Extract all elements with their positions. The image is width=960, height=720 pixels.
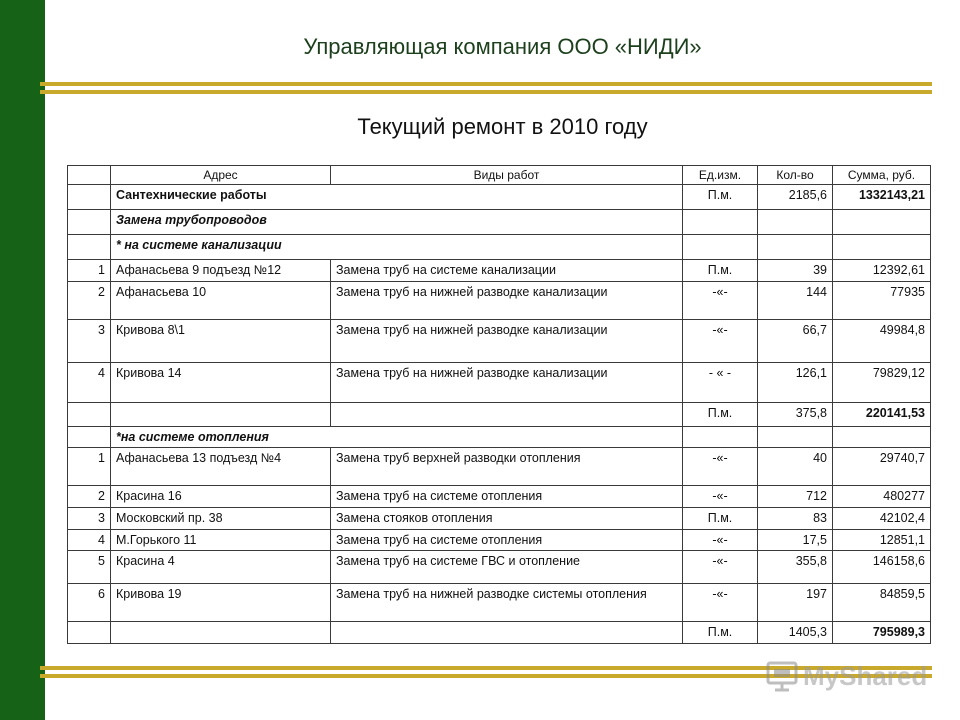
- subsection-label: Замена трубопроводов: [111, 210, 683, 235]
- row-sum: 84859,5: [833, 584, 931, 622]
- row-num: 2: [68, 486, 111, 508]
- row-unit: -«-: [683, 486, 758, 508]
- total-sum: 795989,3: [833, 622, 931, 644]
- row-work: Замена труб на нижней разводке канализации: [331, 282, 683, 320]
- row-qty: 66,7: [758, 320, 833, 363]
- row-unit: -«-: [683, 448, 758, 486]
- side-bar: [0, 0, 45, 720]
- total-qty: 375,8: [758, 403, 833, 427]
- row-address: Кривова 19: [111, 584, 331, 622]
- row-sum: 12392,61: [833, 260, 931, 282]
- row-qty: 197: [758, 584, 833, 622]
- row-unit: -«-: [683, 282, 758, 320]
- total-sum: 220141,53: [833, 403, 931, 427]
- subsection-row: [68, 210, 931, 235]
- row-num: 5: [68, 551, 111, 584]
- section-label: Сантехнические работы: [111, 185, 683, 210]
- row-work: Замена труб на системе отопления: [331, 486, 683, 508]
- row-unit: - « -: [683, 363, 758, 403]
- row-num: 1: [68, 260, 111, 282]
- group-total-row: [68, 622, 931, 644]
- row-num: 4: [68, 530, 111, 551]
- row-num: 6: [68, 584, 111, 622]
- row-sum: 12851,1: [833, 530, 931, 551]
- group-row: [68, 427, 931, 448]
- total-unit: П.м.: [683, 403, 758, 427]
- group-row: [68, 235, 931, 260]
- section-sum: 1332143,21: [833, 185, 931, 210]
- table-row: [68, 282, 931, 320]
- table-row: [68, 486, 931, 508]
- row-qty: 39: [758, 260, 833, 282]
- row-num: 3: [68, 508, 111, 530]
- row-qty: 40: [758, 448, 833, 486]
- row-address: М.Горького 11: [111, 530, 331, 551]
- row-num: 2: [68, 282, 111, 320]
- row-qty: 144: [758, 282, 833, 320]
- group-label-heating: *на системе отопления: [111, 427, 683, 448]
- row-num: 3: [68, 320, 111, 363]
- row-sum: 29740,7: [833, 448, 931, 486]
- section-unit: П.м.: [683, 185, 758, 210]
- row-work: Замена труб на нижней разводке канализации: [331, 363, 683, 403]
- col-header-sum: Сумма, руб.: [833, 166, 931, 185]
- col-header-work-type: Виды работ: [331, 166, 683, 185]
- header-divider: [40, 82, 932, 96]
- row-num: 4: [68, 363, 111, 403]
- page-title: Управляющая компания ООО «НИДИ»: [303, 34, 702, 59]
- row-sum: 480277: [833, 486, 931, 508]
- col-header-address: Адрес: [111, 166, 331, 185]
- table-row: [68, 530, 931, 551]
- row-qty: 355,8: [758, 551, 833, 584]
- table-row: [68, 508, 931, 530]
- row-address: Афанасьева 13 подъезд №4: [111, 448, 331, 486]
- row-qty: 83: [758, 508, 833, 530]
- table-row: [68, 260, 931, 282]
- section-qty: 2185,6: [758, 185, 833, 210]
- watermark: [765, 654, 935, 698]
- row-address: Красина 4: [111, 551, 331, 584]
- row-address: Афанасьева 9 подъезд №12: [111, 260, 331, 282]
- row-qty: 17,5: [758, 530, 833, 551]
- row-sum: 146158,6: [833, 551, 931, 584]
- row-address: Кривова 8\1: [111, 320, 331, 363]
- repair-table: [67, 165, 931, 644]
- row-qty: 126,1: [758, 363, 833, 403]
- col-header-unit: Ед.изм.: [683, 166, 758, 185]
- row-address: Афанасьева 10: [111, 282, 331, 320]
- row-work: Замена труб на нижней разводке канализации: [331, 320, 683, 363]
- row-work: Замена труб на системе отопления: [331, 530, 683, 551]
- row-unit: П.м.: [683, 260, 758, 282]
- table-row: [68, 448, 931, 486]
- row-unit: -«-: [683, 551, 758, 584]
- table-row: [68, 363, 931, 403]
- row-unit: -«-: [683, 320, 758, 363]
- row-work: Замена труб на системе канализации: [331, 260, 683, 282]
- table-header-row: [68, 166, 931, 185]
- presentation-icon: [765, 659, 799, 693]
- row-work: Замена труб на нижней разводке системы отопления: [331, 584, 683, 622]
- row-qty: 712: [758, 486, 833, 508]
- row-sum: 42102,4: [833, 508, 931, 530]
- page-subtitle: Текущий ремонт в 2010 году: [357, 114, 648, 139]
- row-work: Замена стояков отопления: [331, 508, 683, 530]
- row-unit: П.м.: [683, 508, 758, 530]
- row-sum: 49984,8: [833, 320, 931, 363]
- row-unit: -«-: [683, 530, 758, 551]
- group-total-row: [68, 403, 931, 427]
- table-row: [68, 320, 931, 363]
- watermark-text: MyShared: [803, 660, 928, 691]
- section-row: [68, 185, 931, 210]
- row-address: Красина 16: [111, 486, 331, 508]
- group-label-sewerage: * на системе канализации: [111, 235, 683, 260]
- row-sum: 79829,12: [833, 363, 931, 403]
- col-header-qty: Кол-во: [758, 166, 833, 185]
- row-address: Кривова 14: [111, 363, 331, 403]
- row-address: Московский пр. 38: [111, 508, 331, 530]
- row-work: Замена труб верхней разводки отопления: [331, 448, 683, 486]
- row-sum: 77935: [833, 282, 931, 320]
- table-row: [68, 584, 931, 622]
- total-qty: 1405,3: [758, 622, 833, 644]
- col-header-num: [68, 166, 111, 185]
- row-num: 1: [68, 448, 111, 486]
- total-unit: П.м.: [683, 622, 758, 644]
- row-work: Замена труб на системе ГВС и отопление: [331, 551, 683, 584]
- table-row: [68, 551, 931, 584]
- row-unit: -«-: [683, 584, 758, 622]
